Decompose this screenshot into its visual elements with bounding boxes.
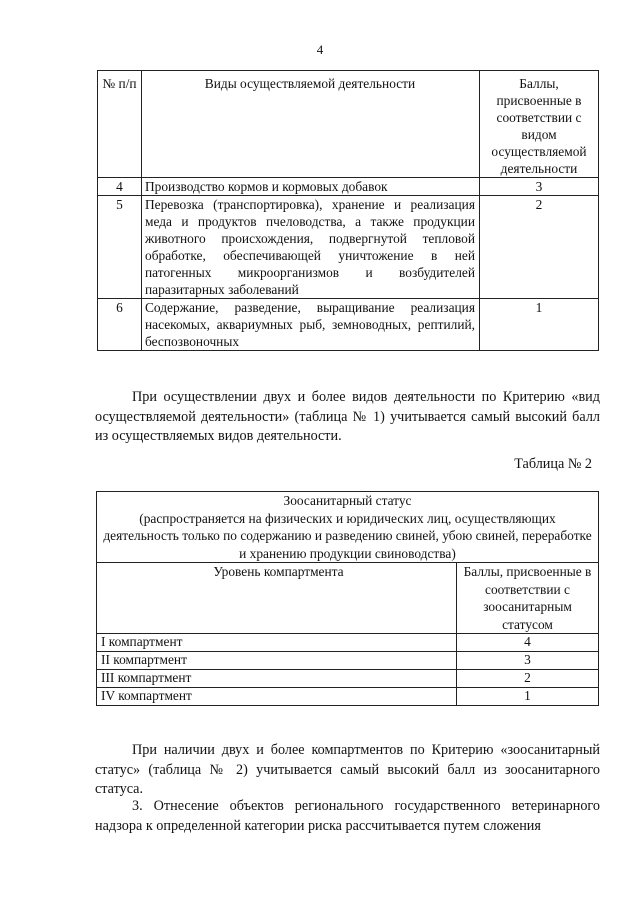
row-level: I компартмент [97, 634, 457, 652]
table-row [98, 299, 599, 351]
table-title-row [97, 492, 599, 563]
row-points: 3 [457, 652, 599, 670]
zoosanitary-status-table [96, 491, 599, 706]
paragraph-text: При наличии двух и более компартментов по Критерию «зоосанитарный статус» (таблица № 2) учитывается самый высокий балл из зоосанитарного статуса. [95, 742, 600, 797]
paragraph-highest-activity [95, 388, 600, 447]
table-row [98, 196, 599, 299]
table-title: Зоосанитарный статус [283, 493, 412, 508]
header-level: Уровень компартмента [97, 563, 457, 634]
header-points: Баллы, присвоенные в соответствии с зоосанитарным статусом [457, 563, 599, 634]
row-points: 1 [480, 299, 599, 351]
table-subtitle: (распространяется на физических и юридических лиц, осуществляющих деятельность только по содержанию и разведению свиней, убою свиней, переработке и хранению продукции свиноводства) [103, 510, 592, 561]
row-num: 4 [98, 178, 142, 196]
row-num: 6 [98, 299, 142, 351]
table-row [97, 670, 599, 688]
table-row [97, 634, 599, 652]
paragraph-risk-category [95, 797, 600, 836]
header-activity: Виды осуществляемой деятельности [142, 71, 480, 178]
row-num: 5 [98, 196, 142, 299]
table-header-row [97, 563, 599, 634]
table-title-cell [97, 492, 599, 563]
header-num: № п/п [98, 71, 142, 178]
row-activity: Перевозка (транспортировка), хранение и реализация меда и продуктов пчеловодства, а также продукции животного происхождения, подвергнутой тепловой обработке, обеспечивающей уничтожение в ней патогенных микроорганизмов и возбудителей паразитарных заболеваний [142, 196, 480, 299]
row-points: 3 [480, 178, 599, 196]
row-points: 2 [480, 196, 599, 299]
row-level: III компартмент [97, 670, 457, 688]
paragraph-highest-compartment [95, 741, 600, 800]
header-points: Баллы, присвоенные в соответствии с видом осуществляемой деятельности [480, 71, 599, 178]
table-row [98, 178, 599, 196]
paragraph-text: 3. Отнесение объектов регионального государственного ветеринарного надзора к определенной категории риска рассчитывается путем сложения [95, 798, 600, 834]
row-level: II компартмент [97, 652, 457, 670]
table-row [97, 688, 599, 706]
table2-caption: Таблица № 2 [514, 456, 592, 472]
row-level: IV компартмент [97, 688, 457, 706]
paragraph-text: При осуществлении двух и более видов деятельности по Критерию «вид осуществляемой деятельности» (таблица № 1) учитывается самый высокий балл из осуществляемых видов деятельности. [95, 389, 600, 444]
page-number: 4 [316, 42, 324, 57]
row-activity: Содержание, разведение, выращивание реализация насекомых, аквариумных рыб, земноводных, рептилий, беспозвоночных [142, 299, 480, 351]
table-row [97, 652, 599, 670]
row-activity: Производство кормов и кормовых добавок [142, 178, 480, 196]
row-points: 2 [457, 670, 599, 688]
row-points: 4 [457, 634, 599, 652]
activity-points-table [97, 70, 599, 351]
table-header-row [98, 71, 599, 178]
row-points: 1 [457, 688, 599, 706]
